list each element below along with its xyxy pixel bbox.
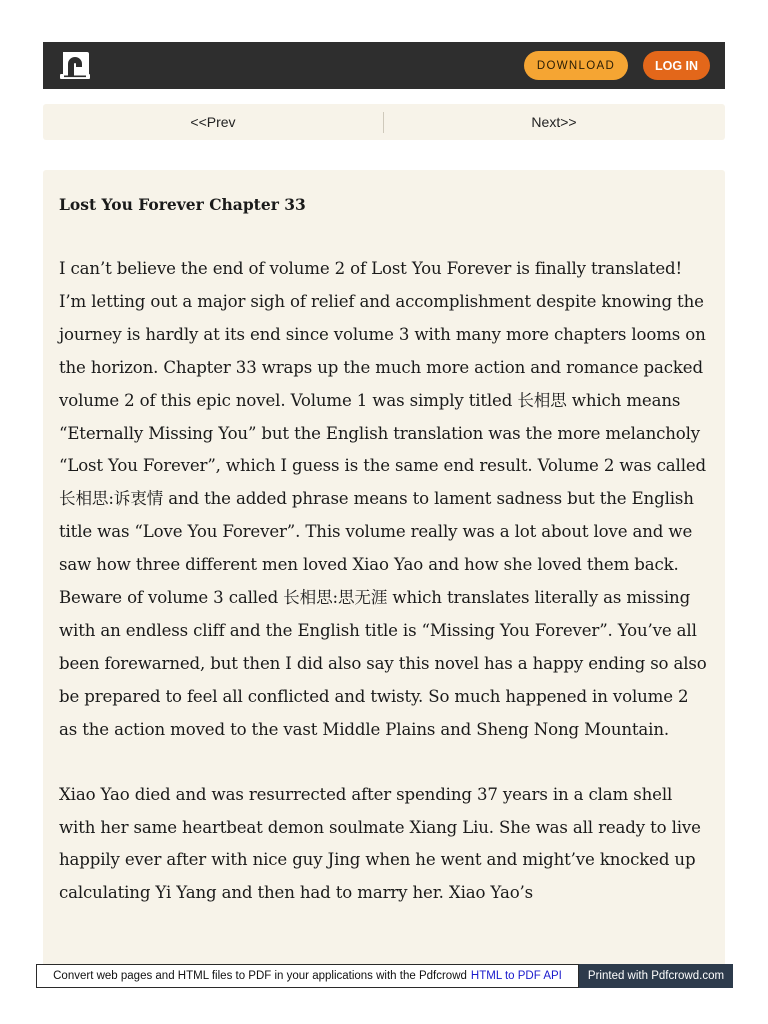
top-bar <box>43 42 725 89</box>
download-button[interactable]: DOWNLOAD <box>524 51 628 80</box>
article-panel <box>43 170 725 970</box>
pdf-footer <box>36 964 733 988</box>
article-paragraph: Xiao Yao died and was resurrected after spending 37 years in a clam shell with her same heartbeat demon soulmate Xiang Liu. She was all ready to live happily ever after with nice guy Jing when he went and might’ve knocked up calculating Yi Yang and then had to marry her. Xiao Yao’s <box>59 784 701 903</box>
next-link[interactable]: Next>> <box>531 114 577 130</box>
prev-link[interactable]: <<Prev <box>190 114 236 130</box>
article-body <box>59 188 711 910</box>
html-to-pdf-link[interactable]: HTML to PDF API <box>470 970 562 982</box>
chapter-nav <box>43 104 725 140</box>
pdf-convert-notice <box>36 964 579 988</box>
login-button[interactable]: LOG IN <box>643 51 710 80</box>
printed-with-badge[interactable]: Printed with Pdfcrowd.com <box>579 964 733 988</box>
book-icon[interactable] <box>59 50 91 81</box>
article-paragraph: I can’t believe the end of volume 2 of Lost You Forever is finally translated! I’m letting out a major sigh of relief and accomplishment despite knowing the journey is hardly at its end since volume 3 with many more chapters looms on the horizon. Chapter 33 wraps up the much more action and romance packed volume 2 of this epic novel. Volume 1 was simply titled 长相思 which means “Eternally Missing You” but the English translation was the more melancholy “Lost You Forever”, which I guess is the same end result. Volume 2 was called 长相思:诉衷情 and the added phrase means to lament sadness but the English title was “Love You Forever”. This volume really was a lot about love and we saw how three different men loved Xiao Yao and how she loved them back. Beware of volume 3 called 长相思:思无涯 which translates literally as missing with an endless cliff and the English title is “Missing You Forever”. You’ve all been forewarned, but then I did also say this novel has a happy ending so also be prepared to feel all conflicted and twisty. So much happened in volume 2 as the action moved to the vast Middle Plains and Sheng Nong Mountain. <box>59 259 707 739</box>
pdf-convert-text: Convert web pages and HTML files to PDF in your applications with the Pdfcrowd <box>53 970 467 982</box>
chapter-title: Lost You Forever Chapter 33 <box>59 195 306 214</box>
